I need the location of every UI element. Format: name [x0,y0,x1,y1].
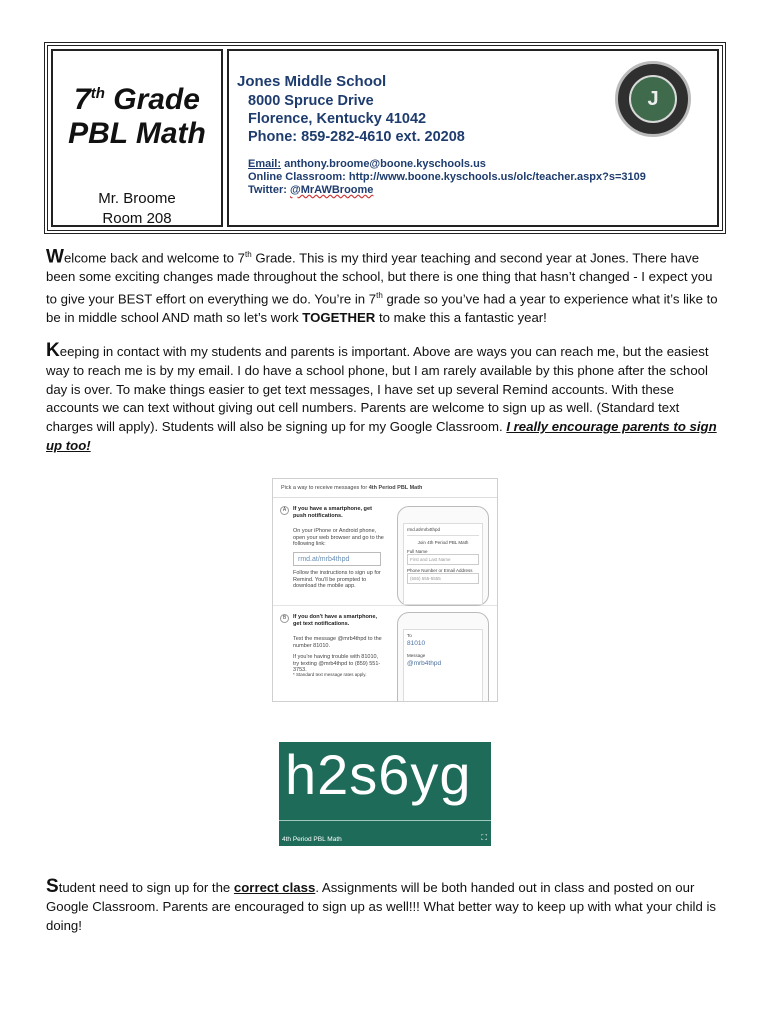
remind-signup-image [272,478,498,702]
phone-mockup-b [397,612,489,702]
phone-contact-field: (555) 555-5555 [407,573,479,584]
school-seal-logo [615,61,691,137]
superscript: th [245,250,252,259]
room-number: Room 208 [102,210,172,227]
option-b-title: If you don't have a smartphone, get text notifications. [293,614,378,627]
remind-option-a [273,498,497,606]
option-b-instructions: Text the message @mrb4thpd to the number 81010. [293,636,382,649]
option-a-instructions: On your iPhone or Android phone, open your web browser and go to the following link: [293,528,384,547]
option-b-badge: B [280,614,289,623]
class-code-subtitle: 4th Period PBL Math [282,836,342,843]
address-city: Florence, Kentucky 41042 [248,111,427,127]
remind-header-text: Pick a way to receive messages for [281,485,369,491]
teacher-name: Mr. Broome [98,190,176,207]
contact-links [237,158,717,197]
header-box [44,42,726,234]
para-text: . Assignments will be both handed out in class and posted on our Google Classroom. Parents are encouraged to sign up as well!!! What better way to keep up with what your child is doing! [46,880,716,933]
dropcap: K [46,340,60,361]
grade-title [74,77,200,117]
twitter-line [248,184,717,197]
course-title: PBL Math [68,117,206,150]
phone-to-label: To [407,633,412,638]
remind-header [273,479,497,498]
phone-message-text: @mrb4thpd [407,660,442,667]
para-text: elcome back and welcome to 7 [63,250,245,266]
bold-underlined-text: correct class [233,880,316,895]
option-a-title: If you have a smartphone, get push notifications. [293,506,372,519]
phone-name-field: First and Last Name [407,554,479,565]
remind-class-name: 4th Period PBL Math [368,485,423,491]
online-classroom-link[interactable]: Online Classroom: http://www.boone.kyschools.us/olc/teacher.aspx?s=3109 [248,171,646,183]
option-a-badge: A [280,506,289,515]
phone-to-number: 81010 [407,640,426,647]
dropcap: W [46,246,64,268]
school-name: Jones Middle School [237,73,387,90]
option-a-followup: Follow the instructions to sign up for Remind. You'll be prompted to download the mobile app. [293,570,381,589]
para-text: eeping in contact with my students and parents is important. Above are ways you can reach me, but the easiest way to reach me is by my email. I do have a school phone, but I am rarely available by this phone after the school day is over. To make things easier to get text messages, I have set up several Remind accounts. With these accounts we can text without giving out cell numbers. Parents are welcome to sign up as well. (Standard text charges will apply). Students will also be signing up for my Google Classroom. [46,344,709,435]
grade-number: 7 [74,83,91,116]
email-label: Email: [248,158,282,170]
bold-text: TOGETHER [302,310,376,326]
para-text: tudent need to sign up for the [58,880,234,895]
phone-screen [403,523,483,605]
course-box [51,49,223,227]
phone-screen [403,629,483,702]
signup-paragraph [46,878,726,935]
email-link[interactable]: anthony.broome@boone.kyschools.us [284,158,486,170]
remind-option-b [273,606,497,702]
expand-icon: ⛶ [481,833,487,842]
phone-mockup-a [397,506,489,606]
phone-name-label: Full Name [407,549,428,554]
teacher-info [98,189,176,229]
contact-box [227,49,719,227]
phone-message-label: Message [407,653,426,658]
seal-emblem: J [629,75,677,123]
emphasis-text: I really encourage parents to sign up too! [46,419,717,453]
twitter-handle[interactable]: @MrAWBroome [289,184,374,196]
twitter-label: Twitter: [248,184,287,196]
para-text: grade so you’ve had a year to experience what it’s like to be in middle school AND math so let’s work [46,291,718,326]
superscript: th [376,290,383,300]
phone-number: Phone: 859-282-4610 ext. 20208 [248,129,465,145]
phone-contact-label: Phone Number or Email Address [407,568,473,573]
option-b-note: * Standard text message rates apply. [293,672,367,677]
class-code: h2s6yg [285,743,472,806]
remind-link-field: rmd.at/mrb4thpd [293,552,381,566]
class-code-card [279,742,491,846]
para-text: to make this a fantastic year! [375,310,547,326]
phone-url-bar: rmd.at/mrb4thpd [407,527,479,536]
dropcap: S [46,876,59,897]
contact-paragraph [46,342,726,456]
para-text: Grade. This is my third year teaching and second year at Jones. There have been some exciting changes made throughout the school, but there is one thing that hasn’t changed - I expect you to give your BEST effort on everything we do. You’re in 7 [46,250,713,307]
phone-join-title: Join 4th Period PBL Math [417,540,469,545]
address-street: 8000 Spruce Drive [248,93,374,109]
email-line [248,158,717,171]
grade-superscript: th [90,85,105,102]
grade-word: Grade [113,83,200,116]
option-b-alternate: If you're having trouble with 81010, try texting @mrb4thpd to (859) 551-3753. [293,654,381,673]
divider [279,820,491,821]
welcome-paragraph [46,246,726,328]
